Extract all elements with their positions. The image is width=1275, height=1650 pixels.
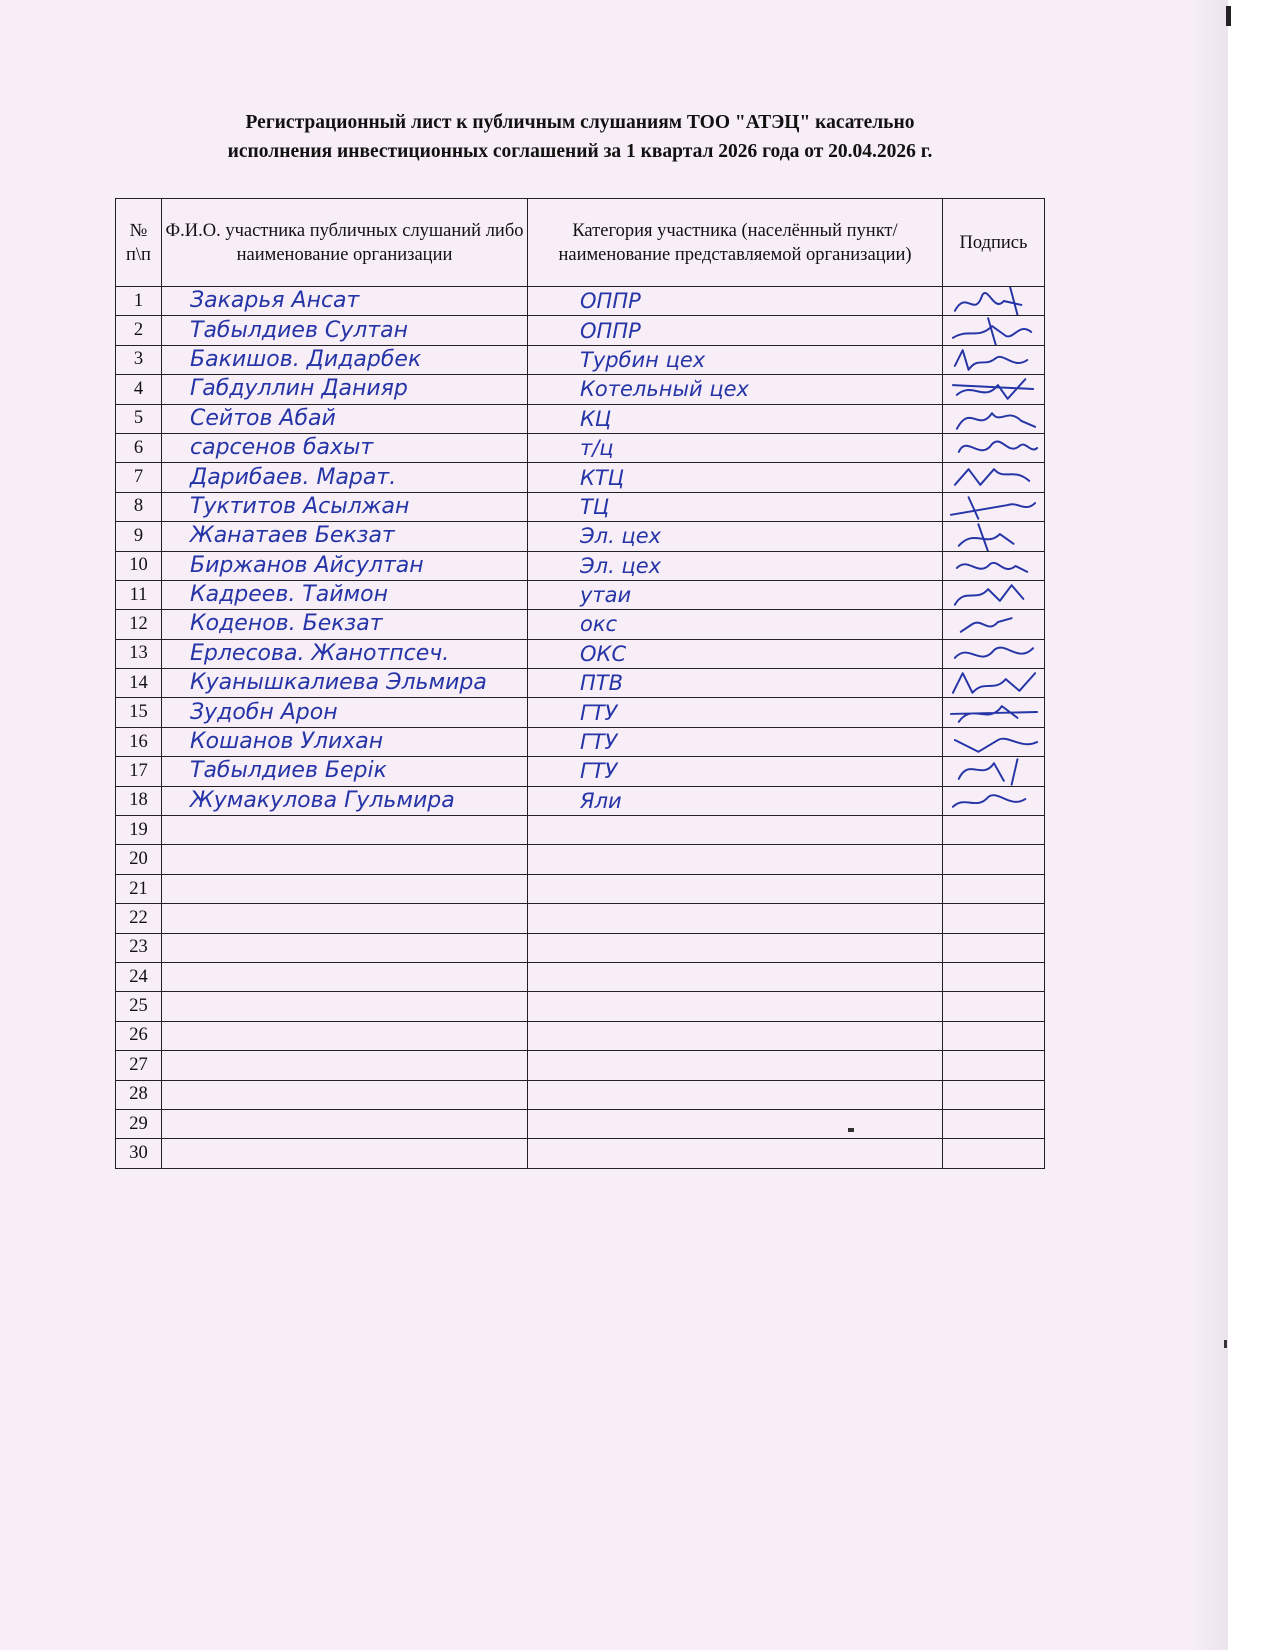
participant-category-cell <box>528 786 943 815</box>
signature-cell <box>943 1139 1045 1168</box>
participant-name-cell <box>162 287 528 316</box>
signature-cell <box>943 816 1045 845</box>
signature-cell <box>943 433 1045 462</box>
handwritten-signature <box>949 757 1039 786</box>
participant-category-cell <box>528 757 943 786</box>
registration-table <box>115 198 1045 1169</box>
table-body <box>116 287 1045 1169</box>
participant-category: утаи <box>580 583 632 608</box>
table-row <box>116 375 1045 404</box>
participant-category-cell <box>528 845 943 874</box>
signature-cell <box>943 375 1045 404</box>
table-row <box>116 874 1045 903</box>
participant-category-cell <box>528 404 943 433</box>
table-row <box>116 933 1045 962</box>
row-number: 21 <box>116 874 162 903</box>
handwritten-signature <box>949 433 1039 462</box>
participant-category: ОППР <box>580 318 641 343</box>
signature-cell <box>943 551 1045 580</box>
participant-category-cell <box>528 1051 943 1080</box>
signature-cell <box>943 610 1045 639</box>
row-number: 23 <box>116 933 162 962</box>
participant-category: т/ц <box>580 436 614 461</box>
signature-cell <box>943 1080 1045 1109</box>
participant-category-cell <box>528 375 943 404</box>
table-row <box>116 551 1045 580</box>
signature-cell <box>943 580 1045 609</box>
row-number: 25 <box>116 992 162 1021</box>
participant-category: КТЦ <box>580 465 625 490</box>
table-row <box>116 727 1045 756</box>
participant-name-cell <box>162 1051 528 1080</box>
participant-category-cell <box>528 610 943 639</box>
table-row <box>116 316 1045 345</box>
signature-cell <box>943 874 1045 903</box>
participant-name: Кадреев. Таймон <box>190 582 388 608</box>
handwritten-signature <box>949 345 1039 374</box>
document-title <box>110 108 1050 166</box>
participant-name-cell <box>162 962 528 991</box>
participant-category: КЦ <box>580 406 612 431</box>
participant-category-cell <box>528 639 943 668</box>
participant-category-cell <box>528 1109 943 1138</box>
handwritten-signature <box>949 404 1039 433</box>
signature-cell <box>943 669 1045 698</box>
row-number: 29 <box>116 1109 162 1138</box>
row-number: 20 <box>116 845 162 874</box>
row-number: 22 <box>116 904 162 933</box>
participant-name: Табылдиев Берік <box>190 758 387 784</box>
participant-name-cell <box>162 816 528 845</box>
handwritten-signature <box>949 727 1039 756</box>
title-line-1: Регистрационный лист к публичным слушаниям ТОО "АТЭЦ" касательно <box>245 112 915 133</box>
row-number: 14 <box>116 669 162 698</box>
participant-category: Яли <box>580 788 622 813</box>
table-row <box>116 1021 1045 1050</box>
table-row <box>116 345 1045 374</box>
table-row <box>116 1051 1045 1080</box>
header-name: Ф.И.О. участника публичных слушаний либо наименование организации <box>162 199 528 287</box>
participant-name: Куанышкалиева Эльмира <box>190 670 487 696</box>
signature-cell <box>943 1051 1045 1080</box>
participant-category-cell <box>528 463 943 492</box>
participant-name-cell <box>162 316 528 345</box>
table-row <box>116 639 1045 668</box>
signature-cell <box>943 287 1045 316</box>
signature-cell <box>943 639 1045 668</box>
table-row <box>116 992 1045 1021</box>
participant-name-cell <box>162 610 528 639</box>
row-number: 26 <box>116 1021 162 1050</box>
handwritten-signature <box>949 669 1039 698</box>
table-row <box>116 610 1045 639</box>
participant-name: Дарибаев. Марат. <box>190 464 397 490</box>
participant-category: Эл. цех <box>580 524 662 549</box>
signature-cell <box>943 962 1045 991</box>
participant-name-cell <box>162 757 528 786</box>
participant-name-cell <box>162 727 528 756</box>
signature-cell <box>943 492 1045 521</box>
participant-name-cell <box>162 580 528 609</box>
participant-category-cell <box>528 727 943 756</box>
scan-corner-mark <box>1226 6 1231 26</box>
participant-name-cell <box>162 786 528 815</box>
participant-category-cell <box>528 580 943 609</box>
participant-name-cell <box>162 1021 528 1050</box>
participant-category: ОППР <box>580 289 641 314</box>
table-row <box>116 786 1045 815</box>
participant-category: Эл. цех <box>580 553 662 578</box>
participant-name-cell <box>162 698 528 727</box>
participant-name-cell <box>162 433 528 462</box>
row-number: 12 <box>116 610 162 639</box>
table-row <box>116 580 1045 609</box>
handwritten-signature <box>949 786 1039 815</box>
signature-cell <box>943 463 1045 492</box>
participant-category-cell <box>528 492 943 521</box>
row-number: 10 <box>116 551 162 580</box>
signature-cell <box>943 1021 1045 1050</box>
participant-name: Бакишов. Дидарбек <box>190 346 422 372</box>
signature-cell <box>943 727 1045 756</box>
handwritten-signature <box>949 463 1039 492</box>
signature-cell <box>943 786 1045 815</box>
participant-name: Жумакулова Гульмира <box>190 787 455 813</box>
handwritten-signature <box>949 580 1039 609</box>
participant-category-cell <box>528 816 943 845</box>
participant-category: Котельный цех <box>580 377 749 402</box>
participant-category-cell <box>528 316 943 345</box>
row-number: 2 <box>116 316 162 345</box>
participant-name-cell <box>162 1109 528 1138</box>
handwritten-signature <box>949 551 1039 580</box>
table-row <box>116 845 1045 874</box>
participant-name-cell <box>162 933 528 962</box>
participant-name: Кошанов Улихан <box>190 729 384 755</box>
participant-name-cell <box>162 522 528 551</box>
participant-category-cell <box>528 287 943 316</box>
participant-category: ГТУ <box>580 700 618 725</box>
participant-name-cell <box>162 463 528 492</box>
participant-name-cell <box>162 492 528 521</box>
signature-cell <box>943 345 1045 374</box>
signature-cell <box>943 933 1045 962</box>
participant-category: ОКС <box>580 641 627 666</box>
row-number: 17 <box>116 757 162 786</box>
row-number: 27 <box>116 1051 162 1080</box>
participant-category: ГТУ <box>580 730 618 755</box>
signature-cell <box>943 1109 1045 1138</box>
row-number: 13 <box>116 639 162 668</box>
row-number: 30 <box>116 1139 162 1168</box>
scan-speck <box>1224 1340 1227 1348</box>
table-row <box>116 962 1045 991</box>
row-number: 16 <box>116 727 162 756</box>
table-row <box>116 492 1045 521</box>
participant-name-cell <box>162 669 528 698</box>
signature-cell <box>943 698 1045 727</box>
participant-name-cell <box>162 1139 528 1168</box>
participant-category-cell <box>528 698 943 727</box>
header-category: Категория участника (населённый пункт/наименование представляемой организации) <box>528 199 943 287</box>
participant-category: ПТВ <box>580 671 624 696</box>
signature-cell <box>943 904 1045 933</box>
table-row <box>116 463 1045 492</box>
table-row <box>116 904 1045 933</box>
signature-cell <box>943 404 1045 433</box>
participant-category-cell <box>528 433 943 462</box>
table-row <box>116 433 1045 462</box>
handwritten-signature <box>949 698 1039 727</box>
participant-name-cell <box>162 992 528 1021</box>
row-number: 28 <box>116 1080 162 1109</box>
participant-category-cell <box>528 904 943 933</box>
handwritten-signature <box>949 375 1039 404</box>
handwritten-signature <box>949 522 1039 551</box>
signature-cell <box>943 845 1045 874</box>
participant-name: Сейтов Абай <box>190 405 336 431</box>
participant-category: окс <box>580 612 618 637</box>
participant-category-cell <box>528 1021 943 1050</box>
page-edge-shadow <box>1190 0 1228 1650</box>
row-number: 18 <box>116 786 162 815</box>
table-row <box>116 669 1045 698</box>
handwritten-signature <box>949 287 1039 316</box>
participant-name: Габдуллин Данияр <box>190 376 408 402</box>
participant-name: Ерлесова. Жанотпсеч. <box>190 640 450 666</box>
participant-name: Туктитов Асылжан <box>190 493 410 519</box>
participant-category-cell <box>528 962 943 991</box>
participant-category-cell <box>528 551 943 580</box>
participant-name-cell <box>162 375 528 404</box>
participant-name: Закарья Ансат <box>190 288 360 314</box>
participant-category-cell <box>528 522 943 551</box>
signature-cell <box>943 522 1045 551</box>
table-row <box>116 757 1045 786</box>
participant-category-cell <box>528 345 943 374</box>
table-row <box>116 1109 1045 1138</box>
table-row <box>116 404 1045 433</box>
participant-name: Зудобн Арон <box>190 699 338 725</box>
participant-name-cell <box>162 404 528 433</box>
participant-category: ТЦ <box>580 494 610 519</box>
participant-category-cell <box>528 669 943 698</box>
row-number: 3 <box>116 345 162 374</box>
signature-cell <box>943 316 1045 345</box>
row-number: 15 <box>116 698 162 727</box>
table-row <box>116 287 1045 316</box>
row-number: 5 <box>116 404 162 433</box>
row-number: 1 <box>116 287 162 316</box>
participant-name-cell <box>162 904 528 933</box>
table-row <box>116 522 1045 551</box>
participant-category: Турбин цех <box>580 347 706 372</box>
participant-name-cell <box>162 1080 528 1109</box>
row-number: 11 <box>116 580 162 609</box>
table-row <box>116 816 1045 845</box>
participant-name: Жанатаев Бекзат <box>190 523 395 549</box>
handwritten-signature <box>949 610 1039 639</box>
row-number: 19 <box>116 816 162 845</box>
row-number: 24 <box>116 962 162 991</box>
participant-name: Коденов. Бекзат <box>190 611 383 637</box>
participant-name-cell <box>162 639 528 668</box>
row-number: 6 <box>116 433 162 462</box>
table-row <box>116 1080 1045 1109</box>
header-signature: Подпись <box>943 199 1045 287</box>
participant-category-cell <box>528 1080 943 1109</box>
table-row <box>116 1139 1045 1168</box>
participant-name-cell <box>162 551 528 580</box>
row-number: 9 <box>116 522 162 551</box>
participant-name-cell <box>162 345 528 374</box>
header-num: № п\п <box>116 199 162 287</box>
signature-cell <box>943 757 1045 786</box>
table-row <box>116 698 1045 727</box>
participant-category-cell <box>528 1139 943 1168</box>
row-number: 7 <box>116 463 162 492</box>
participant-name: Табылдиев Султан <box>190 317 409 343</box>
handwritten-signature <box>949 316 1039 345</box>
participant-category-cell <box>528 992 943 1021</box>
row-number: 4 <box>116 375 162 404</box>
participant-category-cell <box>528 933 943 962</box>
participant-category-cell <box>528 874 943 903</box>
title-line-2: исполнения инвестиционных соглашений за 1 квартал 2026 года от 20.04.2026 г. <box>227 141 933 162</box>
handwritten-signature <box>949 492 1039 521</box>
participant-name-cell <box>162 874 528 903</box>
handwritten-signature <box>949 639 1039 668</box>
participant-category: ГТУ <box>580 759 618 784</box>
row-number: 8 <box>116 492 162 521</box>
participant-name-cell <box>162 845 528 874</box>
signature-cell <box>943 992 1045 1021</box>
table-header-row <box>116 199 1045 287</box>
participant-name: сарсенов бахыт <box>190 435 374 461</box>
participant-name: Биржанов Айсултан <box>190 552 424 578</box>
